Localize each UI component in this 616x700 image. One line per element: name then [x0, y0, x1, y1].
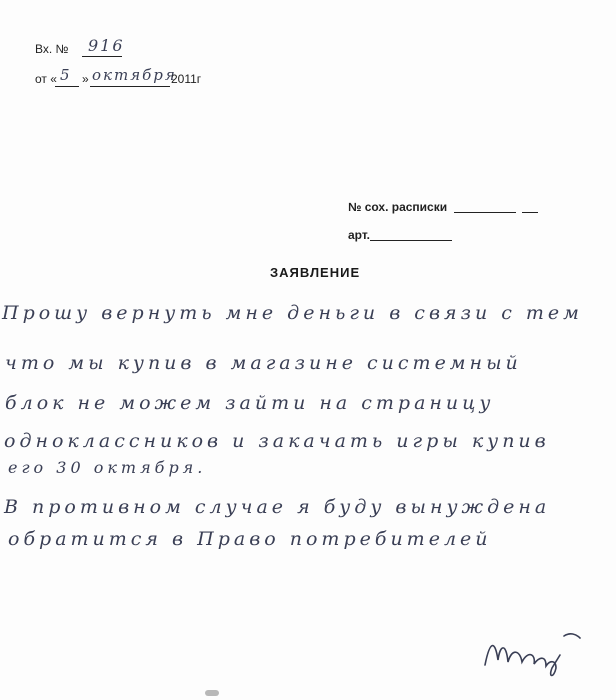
art-label: арт.: [348, 228, 371, 242]
date-mid: »: [82, 72, 89, 86]
incoming-number-value: 916: [88, 36, 125, 55]
date-prefix: от «: [35, 72, 57, 86]
incoming-number-underline: [82, 56, 122, 57]
body-line-2: что мы купив в магазине системный: [5, 352, 522, 374]
art-underline: [370, 240, 452, 241]
body-line-4: одноклассников и закачать игры купив: [4, 430, 550, 452]
receipt-underline-1: [454, 212, 516, 213]
date-month-underline: [90, 86, 170, 87]
body-line-5: его 30 октября.: [8, 458, 207, 477]
date-day-underline: [55, 86, 79, 87]
body-line-6: В противном случае я буду вынуждена: [4, 496, 551, 518]
signature-mark: [480, 620, 600, 680]
body-line-3: блок не можем зайти на страницу: [5, 392, 495, 414]
date-day: 5: [60, 66, 73, 84]
body-line-1: Прошу вернуть мне деньги в связи с тем: [2, 302, 583, 324]
incoming-number-label: Вх. №: [35, 42, 69, 56]
body-line-7: обратится в Право потребителей: [8, 528, 492, 550]
date-month: октября: [92, 66, 177, 84]
receipt-underline-2: [522, 212, 538, 213]
receipt-label: № сох. расписки: [348, 200, 448, 214]
document-title: ЗАЯВЛЕНИЕ: [270, 265, 361, 280]
date-year: 2011г: [171, 72, 202, 86]
page-mark: [205, 690, 219, 696]
